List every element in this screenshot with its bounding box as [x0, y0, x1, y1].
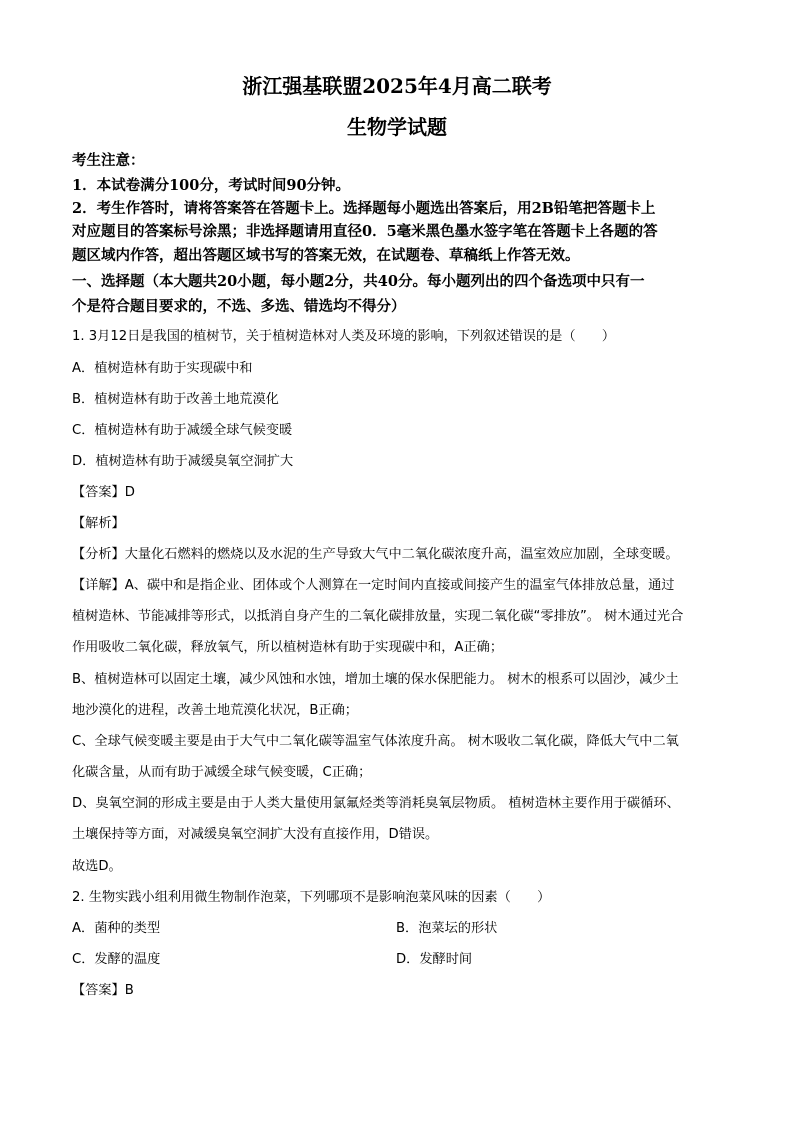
notice-item-2-line-3: 题区域内作答，超出答题区域书写的答案无效，在试题卷、草稿纸上作答无效。: [72, 247, 580, 264]
fenxi-text: 大量化石燃料的燃烧以及水泥的生产导致大气中二氧化碳浓度升高，温室效应加剧，全球变暖。: [124, 547, 679, 562]
answer-label: 【答案】: [72, 485, 125, 500]
question-1-answer: [72, 481, 722, 500]
section-heading-line-2: 个是符合题目要求的，不选、多选、错选均不得分）: [72, 298, 406, 315]
question-1-detail-c-line-1: C、全球气候变暖主要是由于大气中二氧化碳等温室气体浓度升高。 树木吸收二氧化碳，降低大气中二氧: [72, 734, 679, 749]
question-1-detail-c-line-2: 化碳含量，从而有助于减缓全球气候变暖，C正确；: [72, 765, 372, 780]
question-1-fenxi: [72, 543, 722, 562]
question-1-conclusion: 故选D。: [72, 859, 122, 874]
question-2-option-a: A．菌种的类型: [72, 921, 161, 936]
question-1-detail-a-line-3: 作用吸收二氧化碳，释放氧气，所以植树造林有助于实现碳中和，A正确；: [72, 640, 504, 655]
notice-item-2-line-2: 对应题目的答案标号涂黑；非选择题请用直径0．5毫米黑色墨水签字笔在答题卡上各题的答: [72, 223, 658, 240]
notice-heading: 考生注意：: [72, 152, 145, 169]
exam-subject: 生物学试题: [347, 115, 447, 139]
question-1-detail-d-line-1: D、臭氧空洞的形成主要是由于人类大量使用氯氟烃类等消耗臭氧层物质。 植树造林主要作用于碳循环、: [72, 796, 680, 811]
notice-item-1: 1．本试卷满分100分，考试时间90分钟。: [72, 177, 351, 194]
question-1-option-d: D．植树造林有助于减缓臭氧空洞扩大: [72, 454, 294, 469]
detail-a-text: A、碳中和是指企业、团体或个人测算在一定时间内直接或间接产生的温室气体排放总量，通过: [124, 578, 675, 593]
exam-title: 浙江强基联盟2025年4月高二联考: [242, 74, 552, 98]
question-2-option-d: D．发酵时间: [396, 952, 473, 967]
question-1-detail-a-line-1: [72, 574, 722, 593]
fenxi-label: 【分析】: [72, 547, 125, 562]
question-1-detail-a-line-2: 植树造林、节能减排等形式，以抵消自身产生的二氧化碳排放量，实现二氧化碳“零排放”。 树木通过光合: [72, 609, 684, 624]
question-2-answer: [72, 979, 722, 998]
answer-label: 【答案】: [72, 983, 125, 998]
question-1-option-c: C．植树造林有助于减缓全球气候变暖: [72, 423, 293, 438]
question-1-option-a: A．植树造林有助于实现碳中和: [72, 361, 253, 376]
detail-label: 【详解】: [72, 578, 125, 593]
question-1-stem: 1. 3月12日是我国的植树节，关于植树造林对人类及环境的影响，下列叙述错误的是（ ）: [72, 329, 616, 344]
question-2-stem: 2. 生物实践小组利用微生物制作泡菜，下列哪项不是影响泡菜风味的因素（ ）: [72, 890, 551, 905]
question-1-option-b: B．植树造林有助于改善土地荒漠化: [72, 392, 279, 407]
question-1-detail-b-line-2: 地沙漠化的进程，改善土地荒漠化状况，B正确；: [72, 703, 358, 718]
answer-value: D: [124, 485, 135, 500]
question-1-analysis-label: 【解析】: [72, 516, 125, 531]
question-2-option-c: C．发酵的温度: [72, 952, 161, 967]
question-1-detail-b-line-1: B、植树造林可以固定土壤，减少风蚀和水蚀，增加土壤的保水保肥能力。 树木的根系可以固沙，减少土: [72, 672, 679, 687]
question-2-option-b: B．泡菜坛的形状: [396, 921, 498, 936]
question-1-detail-d-line-2: 土壤保持等方面，对减缓臭氧空洞扩大没有直接作用，D错误。: [72, 827, 439, 842]
section-heading-line-1: 一、选择题（本大题共20小题，每小题2分，共40分。每小题列出的四个备选项中只有一: [72, 273, 645, 290]
answer-value: B: [124, 983, 134, 998]
notice-item-2-line-1: 2．考生作答时，请将答案答在答题卡上。选择题每小题选出答案后，用2B铅笔把答题卡上: [72, 200, 656, 217]
